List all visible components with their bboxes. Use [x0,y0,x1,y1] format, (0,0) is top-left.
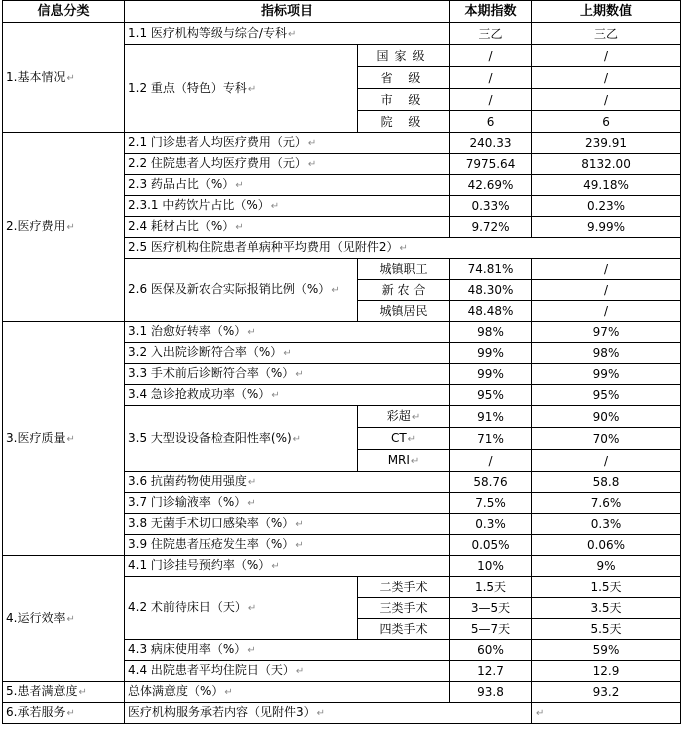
row-label: 总体满意度（%）↵ [125,682,450,703]
row-label: 1.1 医疗机构等级与综合/专科↵ [125,23,450,45]
header-previous: 上期数值 [532,1,681,23]
current-value: 10% [450,556,532,577]
sub-label: 城镇职工 [358,259,450,280]
previous-value: 3.5天 [532,598,681,619]
row-label: 4.2 术前待床日（天）↵ [125,577,358,640]
current-value: 42.69% [450,175,532,196]
row-label: 4.3 病床使用率（%）↵ [125,640,450,661]
previous-value: 5.5天 [532,619,681,640]
sub-label: 彩超↵ [358,406,450,428]
header-current: 本期指数 [450,1,532,23]
previous-value: 1.5天 [532,577,681,598]
previous-value: / [532,280,681,301]
current-value: 99% [450,364,532,385]
current-value: 3—5天 [450,598,532,619]
previous-value: 三乙 [532,23,681,45]
current-value: 7.5% [450,493,532,514]
current-value: 6 [450,111,532,133]
sub-label: 四类手术 [358,619,450,640]
previous-value: 97% [532,322,681,343]
current-value: 74.81% [450,259,532,280]
row-label: 2.5 医疗机构住院患者单病种平均费用（见附件2）↵ [125,238,681,259]
header-row [3,1,681,23]
previous-value: 59% [532,640,681,661]
current-value: 60% [450,640,532,661]
current-value: / [450,45,532,67]
row-label: 2.6 医保及新农合实际报销比例（%）↵ [125,259,358,322]
section-efficiency: 4.运行效率↵ [3,556,125,682]
current-value: / [450,89,532,111]
current-value: / [450,67,532,89]
sub-label: 院 级 [358,111,450,133]
sub-label: CT↵ [358,428,450,450]
sub-label: 市 级 [358,89,450,111]
current-value: 9.72% [450,217,532,238]
current-value: 98% [450,322,532,343]
row-label: 3.6 抗菌药物使用强度↵ [125,472,450,493]
table-row [3,682,681,703]
row-label: 3.9 住院患者压疮发生率（%）↵ [125,535,450,556]
current-value: 95% [450,385,532,406]
previous-value: 9.99% [532,217,681,238]
current-value: 三乙 [450,23,532,45]
row-label: 3.3 手术前后诊断符合率（%）↵ [125,364,450,385]
row-label: 3.8 无菌手术切口感染率（%）↵ [125,514,450,535]
previous-value: 12.9 [532,661,681,682]
section-satisfaction: 5.患者满意度↵ [3,682,125,703]
table-row [3,322,681,343]
previous-value: / [532,67,681,89]
previous-value: 95% [532,385,681,406]
current-value: 93.8 [450,682,532,703]
table-row [3,703,681,724]
row-label: 3.5 大型设设备检查阳性率(%)↵ [125,406,358,472]
sub-label: 新 农 合 [358,280,450,301]
row-label: 2.1 门诊患者人均医疗费用（元）↵ [125,133,450,154]
section-quality: 3.医疗质量↵ [3,322,125,556]
previous-value: 70% [532,428,681,450]
table-row [3,23,681,45]
current-value: / [450,450,532,472]
current-value: 0.3% [450,514,532,535]
current-value: 0.05% [450,535,532,556]
previous-value: ↵ [532,703,681,724]
previous-value: 0.06% [532,535,681,556]
previous-value: 90% [532,406,681,428]
current-value: 91% [450,406,532,428]
current-value: 240.33 [450,133,532,154]
current-value: 48.30% [450,280,532,301]
header-indicator: 指标项目 [125,1,450,23]
sub-label: 三类手术 [358,598,450,619]
row-label: 2.4 耗材占比（%）↵ [125,217,450,238]
row-label: 3.1 治愈好转率（%）↵ [125,322,450,343]
row-label: 3.4 急诊抢救成功率（%）↵ [125,385,450,406]
previous-value: 9% [532,556,681,577]
current-value: 5—7天 [450,619,532,640]
previous-value: 0.3% [532,514,681,535]
indicator-table [2,0,681,724]
section-cost: 2.医疗费用↵ [3,133,125,322]
previous-value: 93.2 [532,682,681,703]
row-label: 1.2 重点（特色）专科↵ [125,45,358,133]
table-row [3,556,681,577]
current-value: 7975.64 [450,154,532,175]
previous-value: 58.8 [532,472,681,493]
sub-label: 省 级 [358,67,450,89]
previous-value: / [532,45,681,67]
row-label: 2.3.1 中药饮片占比（%）↵ [125,196,450,217]
sub-label: 二类手术 [358,577,450,598]
table-row [3,133,681,154]
header-category: 信息分类 [3,1,125,23]
previous-value: 8132.00 [532,154,681,175]
previous-value: / [532,89,681,111]
section-basic: 1.基本情况↵ [3,23,125,133]
previous-value: 239.91 [532,133,681,154]
row-label: 2.3 药品占比（%）↵ [125,175,450,196]
previous-value: 49.18% [532,175,681,196]
current-value: 12.7 [450,661,532,682]
previous-value: 6 [532,111,681,133]
sub-label: 城镇居民 [358,301,450,322]
sub-label: 国家级 [358,45,450,67]
current-value: 48.48% [450,301,532,322]
row-label: 3.7 门诊输液率（%）↵ [125,493,450,514]
previous-value: / [532,301,681,322]
current-value: 1.5天 [450,577,532,598]
row-label: 4.4 出院患者平均住院日（天）↵ [125,661,450,682]
sub-label: MRI↵ [358,450,450,472]
section-promise: 6.承若服务↵ [3,703,125,724]
row-label: 2.2 住院患者人均医疗费用（元）↵ [125,154,450,175]
previous-value: 7.6% [532,493,681,514]
current-value: 71% [450,428,532,450]
previous-value: / [532,450,681,472]
current-value: 99% [450,343,532,364]
current-value: 0.33% [450,196,532,217]
row-label: 3.2 入出院诊断符合率（%）↵ [125,343,450,364]
previous-value: 0.23% [532,196,681,217]
current-value: 58.76 [450,472,532,493]
previous-value: 99% [532,364,681,385]
row-label: 医疗机构服务承若内容（见附件3）↵ [125,703,532,724]
previous-value: / [532,259,681,280]
previous-value: 98% [532,343,681,364]
row-label: 4.1 门诊挂号预约率（%）↵ [125,556,450,577]
